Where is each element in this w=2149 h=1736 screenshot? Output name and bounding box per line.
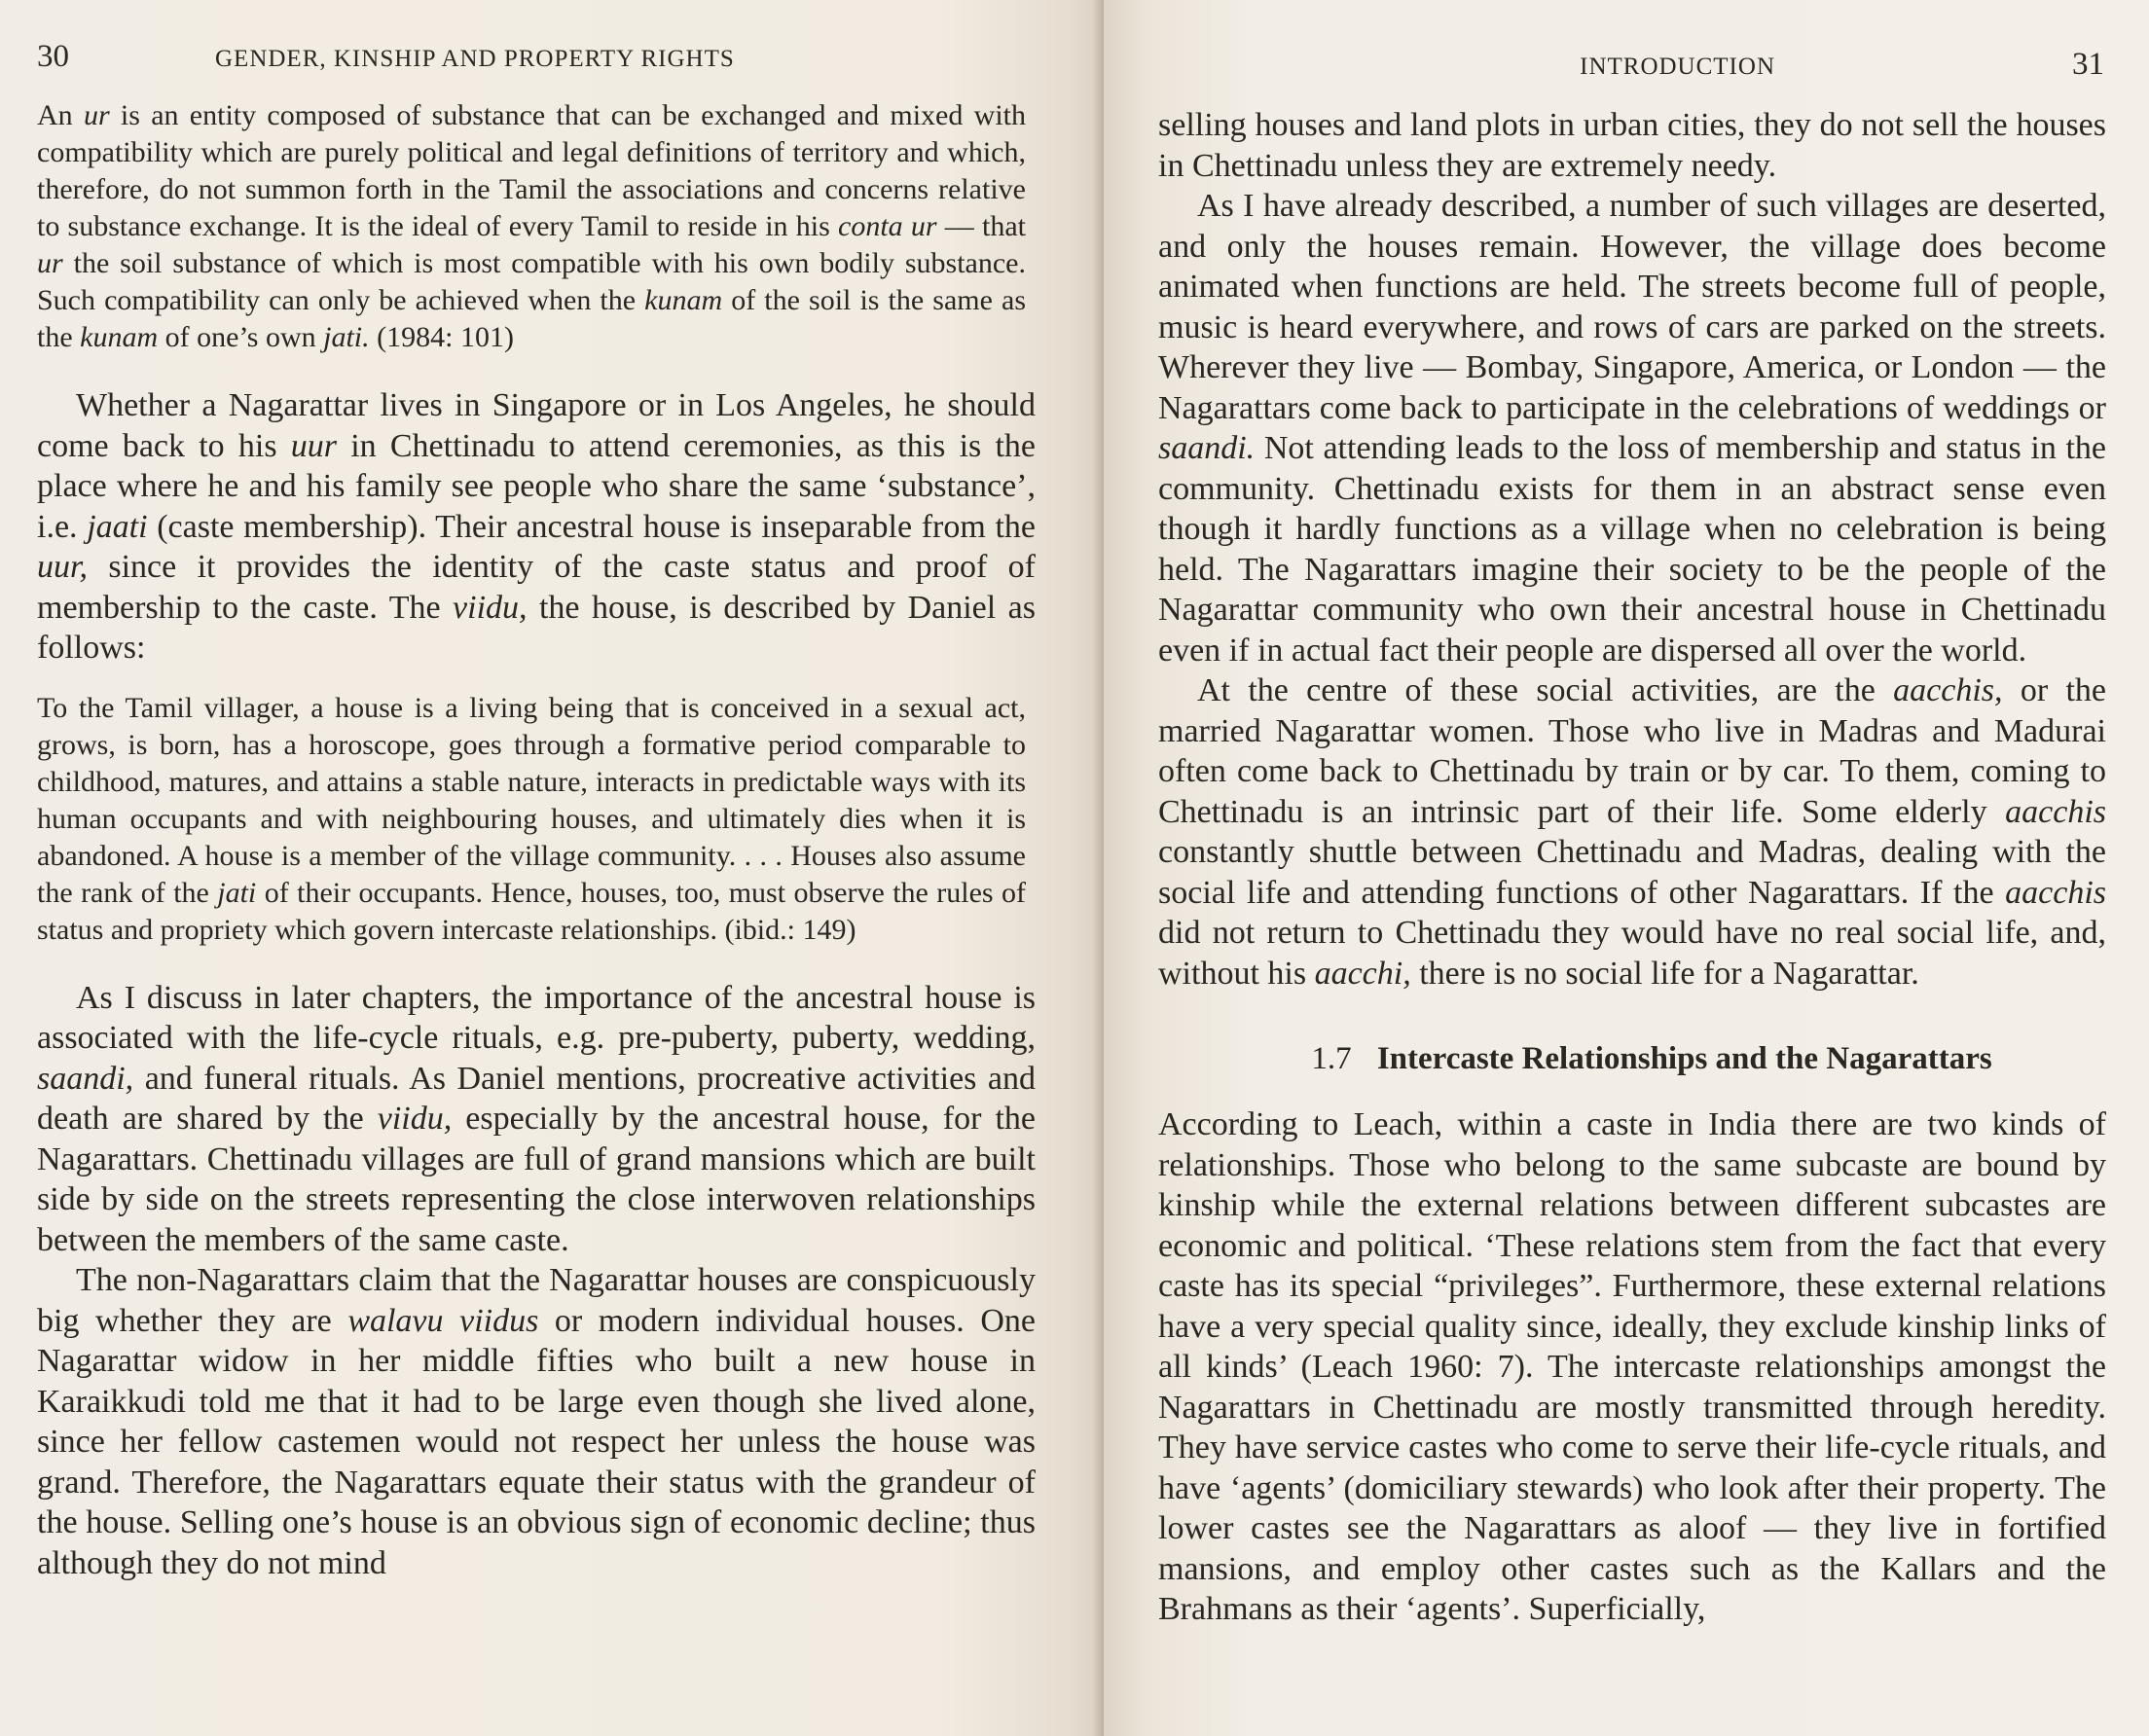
- italic-term: ur: [83, 99, 110, 131]
- italic-term: uur,: [37, 549, 88, 585]
- italic-term: viidu,: [453, 589, 528, 626]
- page-number: 30: [37, 39, 69, 74]
- right-page: [1104, 0, 2149, 1736]
- italic-term: aacchis: [2005, 874, 2106, 911]
- italic-term: kunam: [80, 321, 159, 353]
- italic-term: ur: [37, 247, 63, 279]
- italic-term: saandi.: [1158, 430, 1256, 466]
- paragraph: At the centre of these social activities, are the aacchis, or the married Nagarattar women. Those who live in Madras and Madurai often come back to Chettinadu by train or by car. To them, coming to Chettinadu is an intrinsic part of their life. Some elderly aacchis constantly shuttle between Chettinadu and Madras, dealing with the social life and attending functions of other Nagarattars. If the aacchis did not return to Chettinadu they would have no real social life, and, without his aacchi, there is no social life for a Nagarattar.: [1158, 672, 2106, 992]
- paragraph: Whether a Nagarattar lives in Singapore or in Los Angeles, he should come back to his uur in Chettinadu to attend ceremonies, as this is the place where he and his family see people who share the same ‘substance’, i.e. jaati (caste membership). Their ancestral house is inseparable from the uur, since it provides the identity of the caste status and proof of membership to the caste. The viidu, the house, is described by Daniel as follows:: [37, 387, 1036, 666]
- italic-term: aacchis,: [1893, 672, 2003, 708]
- paragraph: As I discuss in later chapters, the importance of the ancestral house is associated with the life-cycle rituals, e.g. pre-puberty, puberty, wedding, saandi, and funeral rituals. As Daniel mentions, procreative activities and death are shared by the viidu, especially by the ancestral house, for the Nagarattars. Chettinadu villages are full of grand mansions which are built side by side on the streets representing the close interwoven relationships between the members of the same caste.: [37, 979, 1036, 1258]
- paragraph: According to Leach, within a caste in India there are two kinds of relationships. Those who belong to the same subcaste are bound by kinship while the external relations between different subcastes are economic and political. ‘These relations stem from the fact that every caste has its special “privileges”. Furthermore, these external relations have a very special quality since, ideally, they exclude kinship links of all kinds’ (Leach 1960: 7). The intercaste relationships amongst the Nagarattars in Chettinadu are mostly transmitted through heredity. They have service castes who come to serve their life-cycle rituals, and have ‘agents’ (domiciliary stewards) who look after their property. The lower castes see the Nagarattars as aloof — they live in fortified mansions, and employ other castes such as the Kallars and the Brahmans as their ‘agents’. Superficially,: [1158, 1106, 2106, 1627]
- section-title: Intercaste Relationships and the Nagarattars: [1376, 1041, 1992, 1076]
- running-head: INTRODUCTION: [1580, 54, 1775, 80]
- italic-term: kunam: [644, 284, 723, 316]
- block-quote: An ur is an entity composed of substance that can be exchanged and mixed with compatibility which are purely political and legal definitions of territory and which, therefore, do not summon forth in the Tamil the associations and concerns relative to substance exchange. It is the ideal of every Tamil to reside in his conta ur — that ur the soil substance of which is most compatible with his own bodily substance. Such compatibility can only be achieved when the kunam of the soil is the same as the kunam of one’s own jati. (1984: 101): [37, 99, 1027, 353]
- italic-term: walavu viidus: [347, 1302, 539, 1339]
- italic-term: aacchi,: [1314, 955, 1411, 992]
- paragraph: The non-Nagarattars claim that the Nagarattar houses are conspicuously big whether they are walavu viidus or modern individual houses. One Nagarattar widow in her middle fifties who built a new house in Karaikkudi told me that it had to be large even though she lived alone, since her fellow castemen would not respect her unless the house was grand. Therefore, the Nagarattars equate their status with the grandeur of the house. Selling one’s house is an obvious sign of economic decline; thus although they do not mind: [37, 1262, 1036, 1581]
- page-number: 31: [2072, 47, 2104, 82]
- paragraph: As I have already described, a number of such villages are deserted, and only the houses remain. However, the village does become animated when functions are held. The streets become full of people, music is heard everywhere, and rows of cars are parked on the streets. Wherever they live — Bombay, Singapore, America, or London — the Nagarattars come back to participate in the celebrations of weddings or saandi. Not attending leads to the loss of membership and status in the community. Chettinadu exists for them in an abstract sense even though it hardly functions as a village when no celebration is being held. The Nagarattars imagine their society to be the people of the Nagarattar community who own their ancestral house in Chettinadu even if in actual fact their people are dispersed all over the world.: [1158, 188, 2106, 669]
- running-head: GENDER, KINSHIP AND PROPERTY RIGHTS: [215, 46, 735, 72]
- italic-term: aacchis: [2005, 793, 2106, 830]
- italic-term: jati.: [323, 321, 370, 353]
- paragraph: selling houses and land plots in urban cities, they do not sell the houses in Chettinadu unless they are extremely needy.: [1158, 107, 2106, 184]
- left-page-header: [37, 39, 1036, 97]
- italic-term: saandi,: [37, 1060, 134, 1097]
- right-page-header: [1158, 47, 2106, 105]
- italic-term: uur: [290, 427, 337, 464]
- italic-term: viidu,: [377, 1101, 453, 1137]
- italic-term: jati: [217, 876, 257, 909]
- section-heading: [1158, 1034, 2106, 1083]
- section-number: 1.7: [1311, 1041, 1352, 1076]
- italic-term: jaati: [87, 508, 148, 545]
- italic-term: conta ur: [838, 210, 937, 242]
- block-quote: To the Tamil villager, a house is a living being that is conceived in a sexual act, grows, is born, has a horoscope, goes through a formative period comparable to childhood, matures, and attains a stable nature, interacts in predictable ways with its human occupants and with neighbouring houses, and ultimately dies when it is abandoned. A house is a member of the village community. . . . Houses also assume the rank of the jati of their occupants. Hence, houses, too, must observe the rules of status and propriety which govern intercaste relationships. (ibid.: 149): [37, 691, 1026, 946]
